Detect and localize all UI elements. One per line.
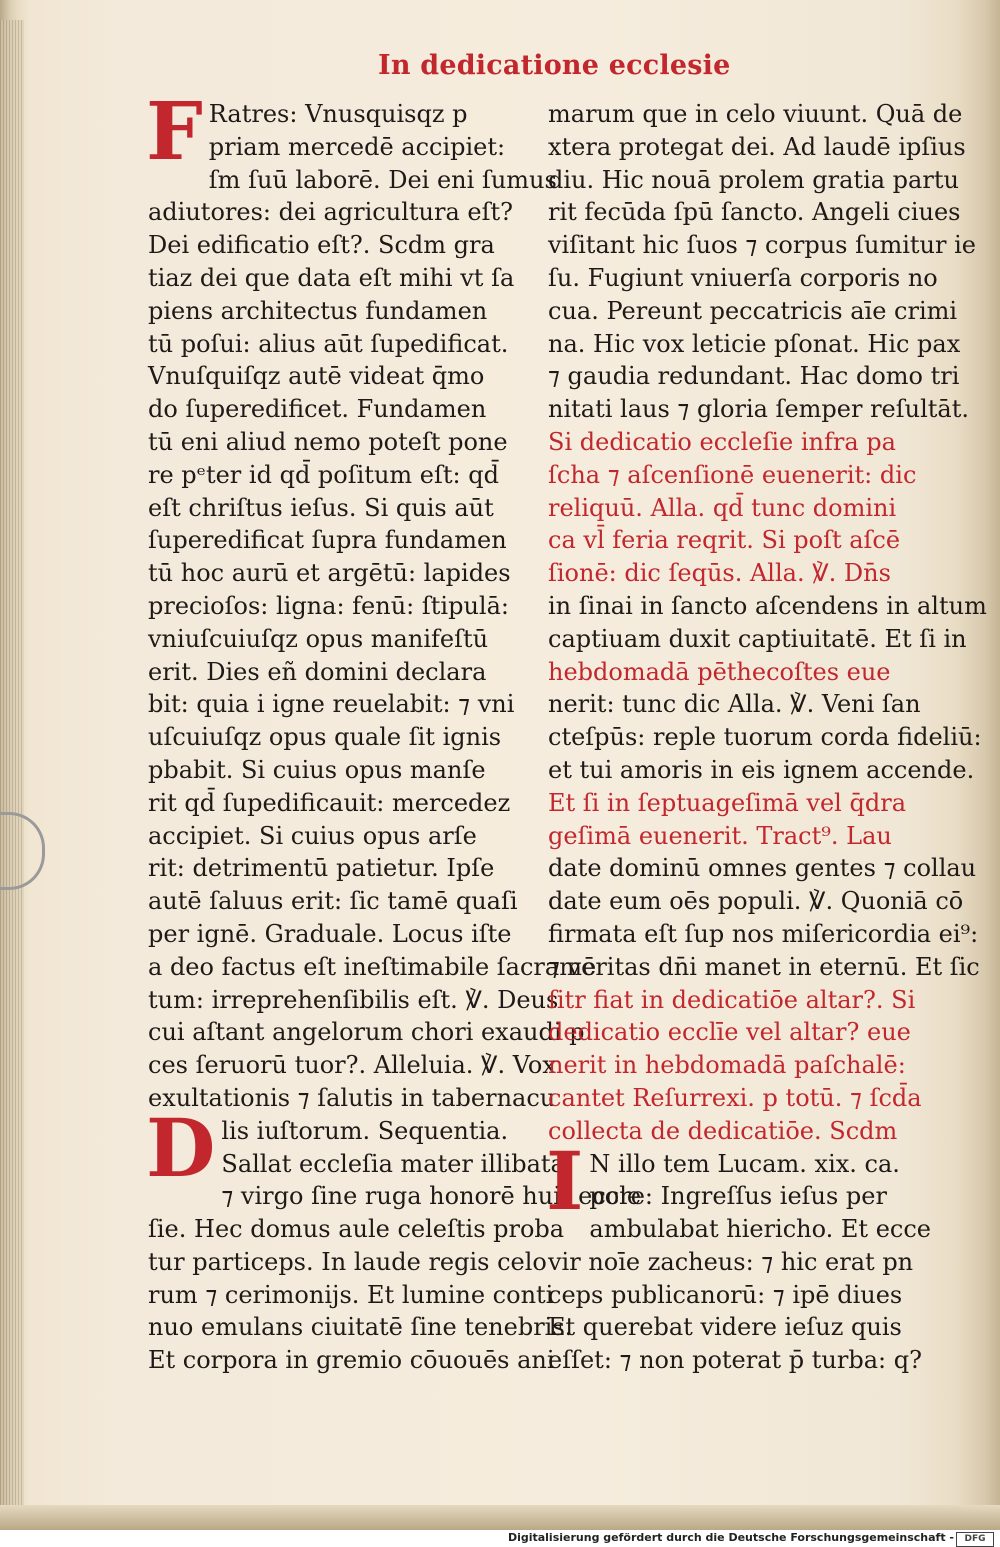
text-line xyxy=(548,1180,942,1213)
text-line xyxy=(148,164,557,197)
line-text: tū eni aliud nemo poteſt pone xyxy=(148,427,508,456)
text-line xyxy=(148,492,533,525)
text-line xyxy=(548,98,963,131)
line-text: Ratres: Vnusquisqz p xyxy=(208,100,468,128)
text-line xyxy=(148,131,533,164)
text-line xyxy=(548,262,942,295)
initial-letter: D xyxy=(146,1100,216,1195)
text-line xyxy=(148,885,533,918)
line-text: Sallat eccleſia mater illibata: xyxy=(221,1149,573,1178)
text-line xyxy=(548,328,961,361)
text-line xyxy=(548,852,977,885)
text-line xyxy=(548,1016,942,1049)
line-text: na. Hic vox leticie pſonat. Hic pax xyxy=(548,329,961,358)
line-text: ca vl̄ feria reqrit. Si poſt aſcē xyxy=(548,526,901,555)
line-text: captiuam duxit captiuitatē. Et ſi in xyxy=(548,624,967,653)
paper-clip xyxy=(0,812,45,890)
text-line xyxy=(548,984,942,1017)
text-line xyxy=(148,1213,565,1246)
text-line xyxy=(148,754,533,787)
text-line xyxy=(548,492,942,525)
line-text: tiaz dei que data eſt mihi vt ſa xyxy=(148,263,515,292)
text-line xyxy=(548,1213,942,1246)
line-text: lis iuſtorum. Sequentia. xyxy=(221,1116,509,1145)
line-text: cua. Pereunt peccatricis aīe crimi xyxy=(548,296,958,325)
text-line xyxy=(148,1082,556,1115)
line-text: autē ſaluus erit: ſic tamē quaſi xyxy=(148,887,518,916)
text-column-right xyxy=(546,98,987,1377)
text-line xyxy=(148,360,533,393)
text-line xyxy=(148,918,533,951)
line-text: hebdomadā pēthecoſtes eue xyxy=(548,657,891,686)
text-line xyxy=(148,229,533,262)
text-line xyxy=(148,951,597,984)
text-line xyxy=(148,852,533,885)
line-text: diu. Hic nouā prolem gratia partu xyxy=(548,165,959,194)
text-line xyxy=(548,623,967,656)
line-text: viſitant hic ſuos ⁊ corpus ſumitur ie xyxy=(548,231,976,260)
text-line xyxy=(148,328,533,361)
line-text: nuo emulans ciuitatē ſine tenebris. xyxy=(148,1313,573,1342)
line-text: ⁊ veritas dn̄i manet in eternū. Et ſic xyxy=(548,952,980,981)
text-line xyxy=(148,295,533,328)
text-line xyxy=(548,656,942,689)
line-text: eſſet: ⁊ non poterat p̄ turba: q? xyxy=(548,1346,922,1375)
line-text: uſcuiuſqz opus quale ſit ignis xyxy=(148,723,502,752)
text-line xyxy=(548,1344,942,1377)
line-text: N illo tem Lucam. xix. ca. xyxy=(589,1149,900,1178)
text-line xyxy=(548,164,959,197)
text-line xyxy=(148,393,533,426)
line-text: re pᵉter id qd̄ poſitum eſt: qd̄ xyxy=(148,460,499,489)
line-text: rit: detrimentū patietur. Ipſe xyxy=(148,854,495,883)
line-text: ceps publicanorū: ⁊ ipē diues xyxy=(548,1280,903,1309)
text-line xyxy=(548,885,964,918)
line-text: ſie. Hec domus aule celeſtis proba xyxy=(148,1215,565,1244)
text-line xyxy=(548,393,969,426)
line-text: Et querebat videre ieſuz quis xyxy=(548,1313,902,1342)
line-text: adiutores: dei agricultura eſt? xyxy=(148,198,513,227)
running-head: In dedicatione ecclesie xyxy=(378,50,731,81)
line-text: per ignē. Graduale. Locus iſte xyxy=(148,919,512,948)
line-text: ſm ſuū laborē. Dei eni ſumus xyxy=(208,165,557,194)
text-line xyxy=(548,360,960,393)
funding-note: Digitalisierung gefördert durch die Deutsche Forschungsgemeinschaft - xyxy=(507,1531,954,1544)
line-text: cantet Reſurrexi. p totū. ⁊ ſcd̄a xyxy=(548,1083,922,1112)
initial-letter: F xyxy=(146,84,203,178)
text-line xyxy=(148,984,559,1017)
text-line xyxy=(548,524,942,557)
book-page-edges xyxy=(0,20,24,1510)
line-text: geſimā euenerit. Tract⁹. Lau xyxy=(548,821,892,850)
line-text: eſt chriſtus ieſus. Si quis aūt xyxy=(148,493,494,522)
text-line xyxy=(148,721,533,754)
line-text: cui aſtant angelorum chori exaudi p xyxy=(148,1018,585,1047)
text-line xyxy=(148,426,533,459)
text-line xyxy=(548,787,942,820)
line-text: Si dedicatio eccleſie infra pa xyxy=(548,427,896,456)
text-line xyxy=(548,721,982,754)
text-line xyxy=(548,1311,942,1344)
line-text: nerit in hebdomadā paſchalē: xyxy=(548,1051,906,1080)
text-line xyxy=(148,262,533,295)
text-line xyxy=(148,459,533,492)
text-line xyxy=(548,918,979,951)
initial-letter: I xyxy=(546,1133,584,1228)
line-text: accipiet. Si cuius opus arſe xyxy=(148,821,477,850)
line-text: xtera protegat dei. Ad laudē ipſius xyxy=(548,132,966,161)
line-text: piens architectus fundamen xyxy=(148,296,488,325)
line-text: collecta de dedicatiōe. Scdm xyxy=(548,1116,898,1145)
text-line xyxy=(548,1049,942,1082)
text-line xyxy=(548,951,980,984)
line-text: rit fecūda ſpū ſancto. Angeli ciues xyxy=(548,198,961,227)
line-text: pbabit. Si cuius opus manſe xyxy=(148,755,486,784)
text-line xyxy=(148,1311,573,1344)
text-line xyxy=(548,820,942,853)
line-text: Et corpora in gremio cōuouēs ani xyxy=(148,1346,555,1375)
line-text: firmata eſt ſup nos miſericordia ei⁹: xyxy=(548,919,979,948)
text-line xyxy=(148,1049,556,1082)
line-text: ſcha ⁊ aſcenſionē euenerit: dic xyxy=(548,460,917,489)
line-text: vir noīe zacheus: ⁊ hic erat pn xyxy=(548,1247,914,1276)
line-text: vniuſcuiuſqz opus manifeſtū xyxy=(148,624,489,653)
text-line xyxy=(148,1279,554,1312)
book-bottom-edge xyxy=(0,1505,1000,1530)
line-text: ſitr fiat in dedicatiōe altar?. Si xyxy=(548,985,916,1014)
line-text: ambulabat hiericho. Et ecce xyxy=(589,1215,931,1244)
line-text: Et ſi in ſeptuageſimā vel q̄dra xyxy=(548,788,906,817)
line-text: cteſpūs: reple tuorum corda fideliū: xyxy=(548,723,982,752)
text-line xyxy=(148,557,533,590)
line-text: erit. Dies eñ domini declara xyxy=(148,657,487,686)
line-text: precioſos: ligna: fenū: ſtipulā: xyxy=(148,591,509,620)
line-text: ⁊ virgo ſine ruga honorē hui⁹ eccle xyxy=(221,1182,642,1211)
text-line xyxy=(548,426,942,459)
line-text: date dominū omnes gentes ⁊ collau xyxy=(548,854,977,883)
line-text: marum que in celo viuunt. Quā de xyxy=(548,100,963,128)
text-line xyxy=(148,623,533,656)
line-text: exultationis ⁊ ſalutis in tabernacu xyxy=(148,1083,556,1112)
line-text: pore: Ingreſſus ieſus per xyxy=(589,1182,887,1211)
line-text: reliquū. Alla. qd̄ tunc domini xyxy=(548,493,897,522)
text-line xyxy=(548,590,987,623)
dfg-logo: DFG xyxy=(956,1532,994,1547)
line-text: ⁊ gaudia redundant. Hac domo tri xyxy=(548,362,960,391)
line-text: dedicatio ecclīe vel altar? eue xyxy=(548,1018,911,1047)
text-line xyxy=(148,1016,585,1049)
line-text: rit qd̄ ſupedificauit: mercedez xyxy=(148,788,511,817)
text-line xyxy=(548,688,942,721)
line-text: tū poſui: alius aūt ſupedificat. xyxy=(148,329,509,358)
text-line xyxy=(548,1082,942,1115)
line-text: date eum oēs populi. ℣. Quoniā cō xyxy=(548,887,964,916)
line-text: ſu. Fugiunt vniuerſa corporis no xyxy=(548,263,938,292)
line-text: tum: irreprehenſibilis eſt. ℣. Deus xyxy=(148,985,559,1014)
text-line xyxy=(148,688,533,721)
text-line xyxy=(548,229,976,262)
footer-bar xyxy=(0,1530,1000,1547)
text-line xyxy=(548,754,975,787)
line-text: et tui amoris in eis ignem accende. xyxy=(548,755,975,784)
text-line xyxy=(548,459,942,492)
text-line xyxy=(548,1115,942,1148)
line-text: rum ⁊ cerimonijs. Et lumine conti xyxy=(148,1280,554,1309)
text-line xyxy=(548,1279,942,1312)
text-line xyxy=(148,656,533,689)
line-text: Dei edificatio eſt?. Scdm gra xyxy=(148,231,495,260)
text-column-left xyxy=(146,84,642,1377)
line-text: nitati laus ⁊ gloria ſemper reſultāt. xyxy=(548,395,969,424)
line-text: do ſuperedificet. Fundamen xyxy=(148,395,487,424)
line-text: a deo factus eſt ineſtimabile ſacramē xyxy=(148,952,597,981)
line-text: ſuperedificat ſupra fundamen xyxy=(148,526,507,555)
text-line xyxy=(148,1344,555,1377)
text-line xyxy=(548,295,958,328)
line-text: in ſinai in ſancto aſcendens in altum xyxy=(548,591,987,620)
text-line xyxy=(148,196,533,229)
line-text: tur particeps. In laude regis celo xyxy=(148,1247,547,1276)
line-text: ces ſeruorū tuor?. Alleluia. ℣. Vox xyxy=(148,1051,556,1080)
line-text: tū hoc aurū et argētū: lapides xyxy=(148,559,511,588)
line-text: bit: quia i igne reuelabit: ⁊ vni xyxy=(148,690,515,719)
text-line xyxy=(148,590,533,623)
text-line xyxy=(548,1246,942,1279)
text-line xyxy=(548,131,966,164)
line-text: nerit: tunc dic Alla. ℣. Veni ſan xyxy=(548,690,921,719)
line-text: priam mercedē accipiet: xyxy=(208,132,506,161)
line-text: Vnuſquiſqz autē videat q̄mo xyxy=(148,362,485,391)
text-line xyxy=(148,1246,547,1279)
text-line xyxy=(548,196,961,229)
text-line xyxy=(148,787,533,820)
text-line xyxy=(548,557,942,590)
text-line xyxy=(148,524,533,557)
line-text: ſionē: dic ſeqūs. Alla. ℣. Dn̄s xyxy=(548,559,891,588)
text-line xyxy=(148,820,533,853)
